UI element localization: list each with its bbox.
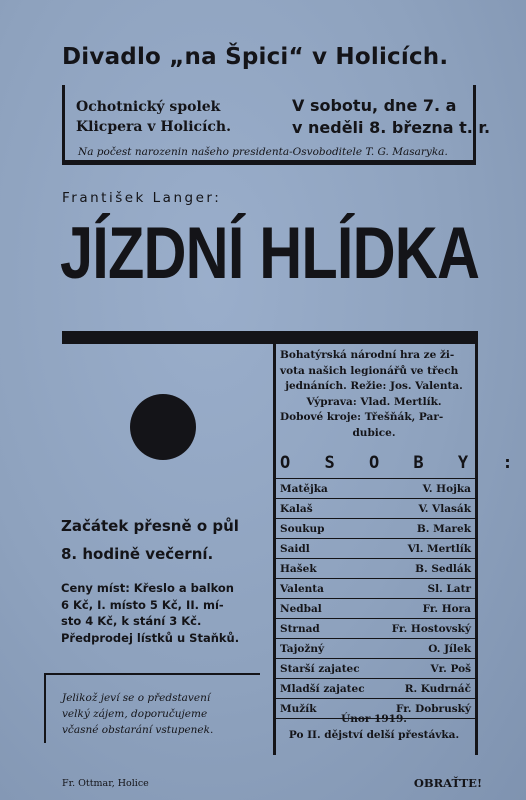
cast-actor: O. Jílek bbox=[428, 642, 471, 655]
start-line: Začátek přesně o půl bbox=[61, 517, 239, 535]
price-line: Ceny míst: Křeslo a balkon bbox=[61, 581, 234, 595]
cast-actor: B. Sedlák bbox=[415, 562, 471, 575]
note-line: velký zájem, doporučujeme bbox=[62, 708, 208, 720]
cast-row bbox=[276, 558, 475, 578]
date-line: V sobotu, dne 7. a bbox=[292, 96, 457, 115]
cast-row bbox=[276, 618, 475, 638]
start-time bbox=[61, 512, 239, 568]
printer-credit: Fr. Ottmar, Holice bbox=[62, 778, 149, 789]
description-line: vota našich legionářů ve třech bbox=[280, 364, 459, 377]
cast-role: Mladší zajatec bbox=[280, 682, 365, 695]
play-description bbox=[280, 348, 468, 441]
cast-actor: Fr. Hora bbox=[422, 602, 471, 615]
description-line: jednáních. Režie: Jos. Valenta. bbox=[285, 380, 463, 392]
description-line: Dobové kroje: Třešňák, Par- bbox=[280, 411, 444, 423]
cast-row bbox=[276, 578, 475, 598]
cast-row bbox=[276, 538, 475, 558]
cast-role: Soukup bbox=[280, 522, 325, 535]
price-line: 6 Kč, I. místo 5 Kč, II. mí- bbox=[61, 597, 224, 612]
cast-list bbox=[276, 478, 475, 719]
cast-actor: R. Kudrnáč bbox=[404, 682, 471, 695]
date-and-interval bbox=[280, 711, 468, 743]
performance-dates bbox=[292, 95, 490, 139]
month-year: Únor 1919. bbox=[341, 713, 407, 725]
cast-row bbox=[276, 658, 475, 678]
price-line: Předprodej lístků u Staňků. bbox=[61, 630, 240, 645]
cast-row bbox=[276, 678, 475, 698]
cast-role: Kalaš bbox=[280, 502, 313, 515]
cast-role: Matějka bbox=[280, 482, 328, 495]
play-title: JÍZDNÍ HLÍDKA bbox=[60, 213, 480, 294]
cast-role: Hašek bbox=[280, 562, 317, 575]
cast-actor: Fr. Dobruský bbox=[395, 702, 471, 715]
description-line: Bohatýrská národní hra ze ži- bbox=[280, 349, 455, 361]
society-name bbox=[76, 97, 231, 137]
cast-row bbox=[276, 518, 475, 538]
date-line: v neděli 8. března t. r. bbox=[292, 118, 491, 137]
start-line: 8. hodině večerní. bbox=[61, 545, 214, 563]
cast-row bbox=[276, 498, 475, 518]
cast-actor: Sl. Latr bbox=[427, 582, 471, 595]
cast-role: Valenta bbox=[280, 582, 324, 595]
society-line: Ochotnický spolek bbox=[76, 99, 221, 115]
cast-actor: B. Marek bbox=[416, 522, 471, 535]
cast-actor: Fr. Hostovský bbox=[391, 622, 471, 635]
description-line: Výprava: Vlad. Mertlík. bbox=[306, 395, 442, 408]
black-dot bbox=[130, 394, 196, 460]
cast-role: Saidl bbox=[280, 542, 310, 555]
cast-row bbox=[276, 598, 475, 618]
cast-role: Starší zajatec bbox=[280, 662, 360, 675]
cast-actor: V. Vlasák bbox=[418, 502, 471, 515]
advance-booking-note bbox=[62, 690, 213, 738]
description-line: dubice. bbox=[352, 426, 396, 439]
society-line: Klicpera v Holicích. bbox=[76, 119, 231, 135]
note-line: včasné obstarání vstupenek. bbox=[62, 724, 214, 736]
cast-actor: Vl. Mertlík bbox=[407, 542, 471, 555]
cast-role: Nedbal bbox=[280, 602, 322, 615]
turn-over-label: OBRAŤTE! bbox=[413, 776, 482, 790]
price-line: sto 4 Kč, k stání 3 Kč. bbox=[61, 614, 202, 628]
note-line: Jelikož jeví se o představení bbox=[62, 692, 211, 704]
cast-role: Mužík bbox=[280, 702, 317, 715]
cast-actor: V. Hojka bbox=[422, 482, 471, 495]
occasion-line: Na počest narozenin našeho presidenta-Osvoboditele T. G. Masaryka. bbox=[78, 146, 448, 158]
cast-row bbox=[276, 638, 475, 658]
ticket-prices bbox=[61, 580, 239, 646]
interval-note: Po II. dějství delší přestávka. bbox=[288, 729, 460, 741]
cast-actor: Vr. Poš bbox=[430, 662, 471, 675]
play-author: František Langer: bbox=[62, 190, 222, 206]
cast-row bbox=[276, 478, 475, 498]
cast-role: Strnad bbox=[280, 622, 320, 635]
cast-heading: O S O B Y : bbox=[280, 453, 525, 473]
theatre-heading: Divadlo „na Špici“ v Holicích. bbox=[62, 44, 449, 70]
cast-role: Tajožný bbox=[280, 642, 325, 655]
